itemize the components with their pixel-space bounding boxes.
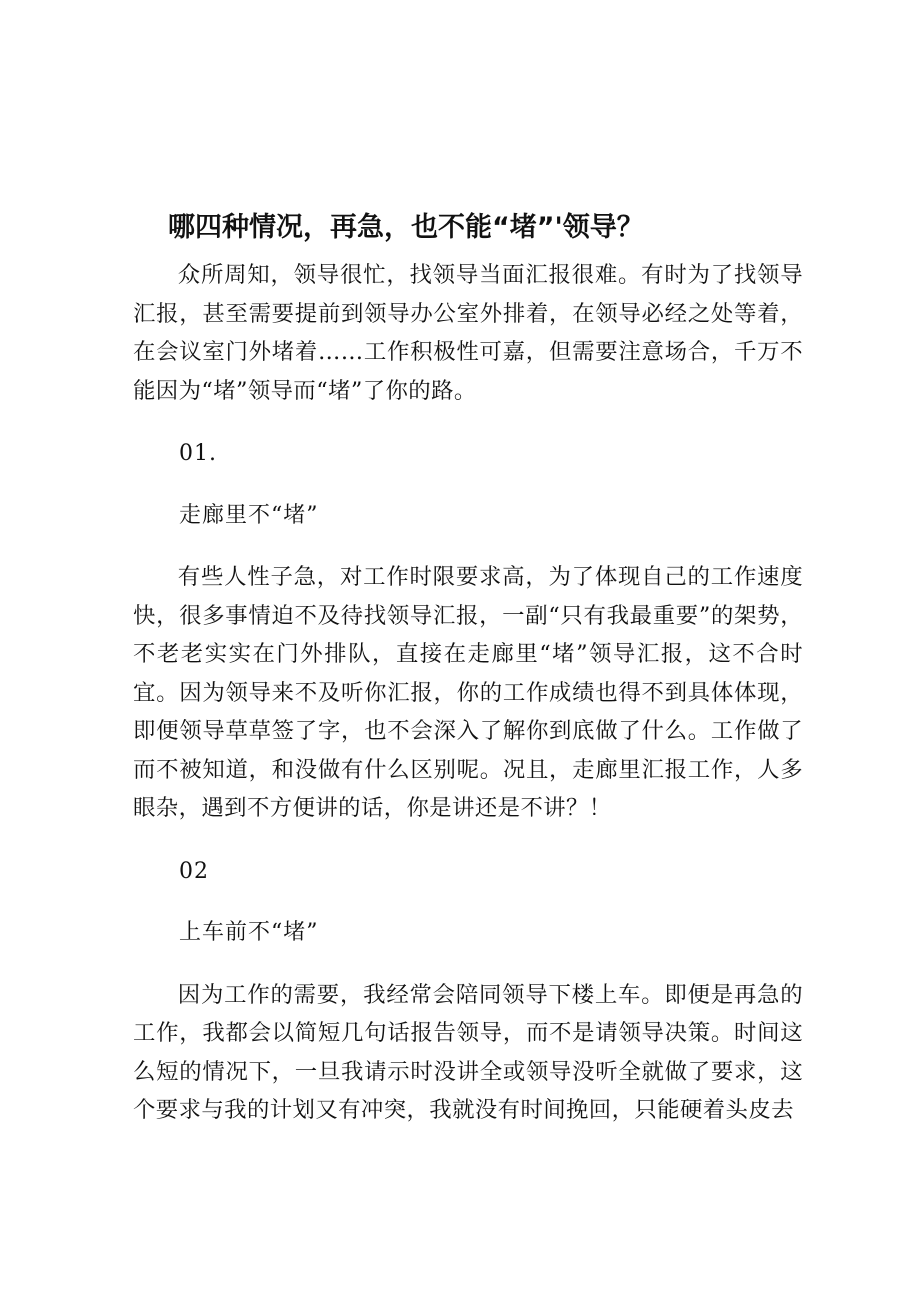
section-heading-1: 走廊里不“堵” (179, 502, 319, 528)
section-number-2: 02 (179, 858, 209, 884)
article-title: 哪四种情况，再急，也不能“堵”'领导？ (168, 212, 644, 243)
section-paragraph-1: 有些人性子急，对工作时限要求高，为了体现自己的工作速度快，很多事情迫不及待找领导汇报，一副“只有我最重要”的架势，不老老实实在门外排队，直接在走廊里“堵”领导汇报，这不合时宜。因为领导来不及听你汇报，你的工作成绩也得不到具体体现，即便领导草草签了字，也不会深入了解你到底做了什么。工作做了而不被知道，和没做有什么区别呢。况且，走廊里汇报工作，人多眼杂，遇到不方便讲的话，你是讲还是不讲？！ (133, 564, 803, 821)
article-body (133, 256, 803, 1130)
section-heading-2: 上车前不“堵” (179, 920, 319, 945)
intro-paragraph: 众所周知，领导很忙，找领导当面汇报很难。有时为了找领导汇报，甚至需要提前到领导办公室外排着，在领导必经之处等着，在会议室门外堵着……工作积极性可嘉，但需要注意场合，千万不能因为“堵”领导而“堵”了你的路。 (133, 262, 803, 404)
section-number-1: 01. (179, 441, 217, 466)
section-paragraph-2: 因为工作的需要，我经常会陪同领导下楼上车。即便是再急的工作，我都会以简短几句话报告领导，而不是请领导决策。时间这么短的情况下，一旦我请示时没讲全或领导没听全就做了要求，这个要求与我的计划又有冲突，我就没有时间挽回，只能硬着头皮去 (133, 981, 803, 1123)
